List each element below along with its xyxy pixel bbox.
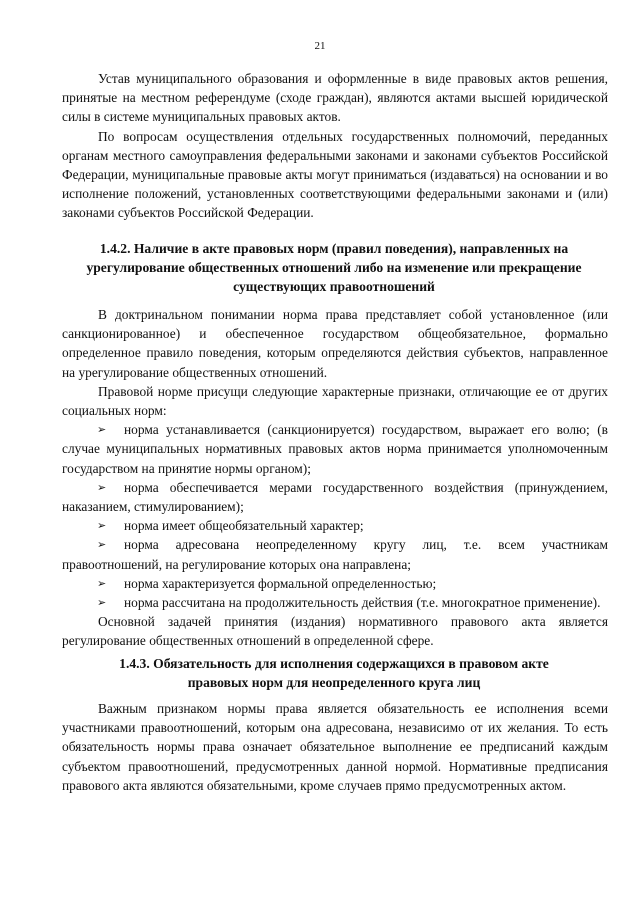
paragraph: Устав муниципального образования и оформленные в виде правовых актов решения, принятые на местном референдуме (сходе граждан), являются актами высшей юридической силы в системе муниципальных правовых актов. (62, 71, 608, 125)
section-1-text (62, 69, 608, 223)
arrow-bullet-icon: ➢ (97, 596, 107, 610)
page-number: 21 (314, 40, 326, 52)
section-heading-1-4-2 (80, 239, 588, 297)
paragraph: Важным признаком нормы права является обязательность ее исполнения всеми участниками правоотношений, которым она адресована, независимо от их желания. То есть обязательность нормы права означает обязательное выполнение ее предписаний каждым субъектом правоотношений, предусмотренных данной нормой. Нормативные предписания правового акта являются обязательными, кроме случаев прямо предусмотренных актом. (62, 701, 608, 793)
list-item: ➢ норма рассчитана на продолжительность действия (т.е. многократное применение). (62, 593, 608, 612)
paragraph: Основной задачей принятия (издания) нормативного правового акта является регулирование общественных отношений в определенной сфере. (62, 614, 608, 649)
arrow-bullet-icon: ➢ (97, 423, 107, 437)
arrow-bullet-icon: ➢ (97, 480, 107, 494)
list-item: ➢ норма устанавливается (санкционируется) государством, выражает его волю; (в случае муниципальных нормативных правовых актов норма принимается уполномоченным государством на принятие нормы органом); (62, 422, 608, 476)
heading-1-4-2: 1.4.2. Наличие в акте правовых норм (правил поведения), направленных на урегулирование общественных отношений либо на изменение или прекращение существующих правоотношений (86, 241, 582, 295)
heading-1-4-3: 1.4.3. Обязательность для исполнения содержащихся в правовом акте правовых норм для неопределенного круга лиц (119, 656, 549, 691)
paragraph: В доктринальном понимании норма права представляет собой установленное (или санкционированное) и обеспеченное государством общеобязательное, формально определенное правило поведения, которым определяются действия субъектов, направленное на урегулирование общественных отношений. (62, 307, 608, 380)
list-item: ➢ норма имеет общеобязательный характер; (62, 516, 608, 535)
paragraph: Правовой норме присущи следующие характерные признаки, отличающие ее от других социальных норм: (62, 383, 608, 419)
section-heading-1-4-3 (92, 654, 576, 692)
list-item: ➢ норма обеспечивается мерами государственного воздействия (принуждением, наказанием, стимулированием); (62, 479, 608, 515)
list-item: ➢ норма адресована неопределенному кругу лиц, т.е. всем участникам правоотношений, на регулирование которых она направлена; (62, 537, 608, 572)
section-2-text (62, 305, 608, 651)
arrow-bullet-icon: ➢ (97, 538, 107, 552)
paragraph: По вопросам осуществления отдельных государственных полномочий, переданных органам местного самоуправления федеральными законами и законами субъектов Российской Федерации, муниципальные правовые акты могут приниматься (издаваться) на основании и во исполнение положений, установленных соответствующими федеральными законами и (или) законами субъектов Российской Федерации. (62, 128, 608, 221)
section-3-text (62, 699, 608, 795)
arrow-bullet-icon: ➢ (97, 576, 107, 590)
arrow-bullet-icon: ➢ (97, 519, 107, 533)
list-item: ➢ норма характеризуется формальной определенностью; (62, 574, 608, 593)
